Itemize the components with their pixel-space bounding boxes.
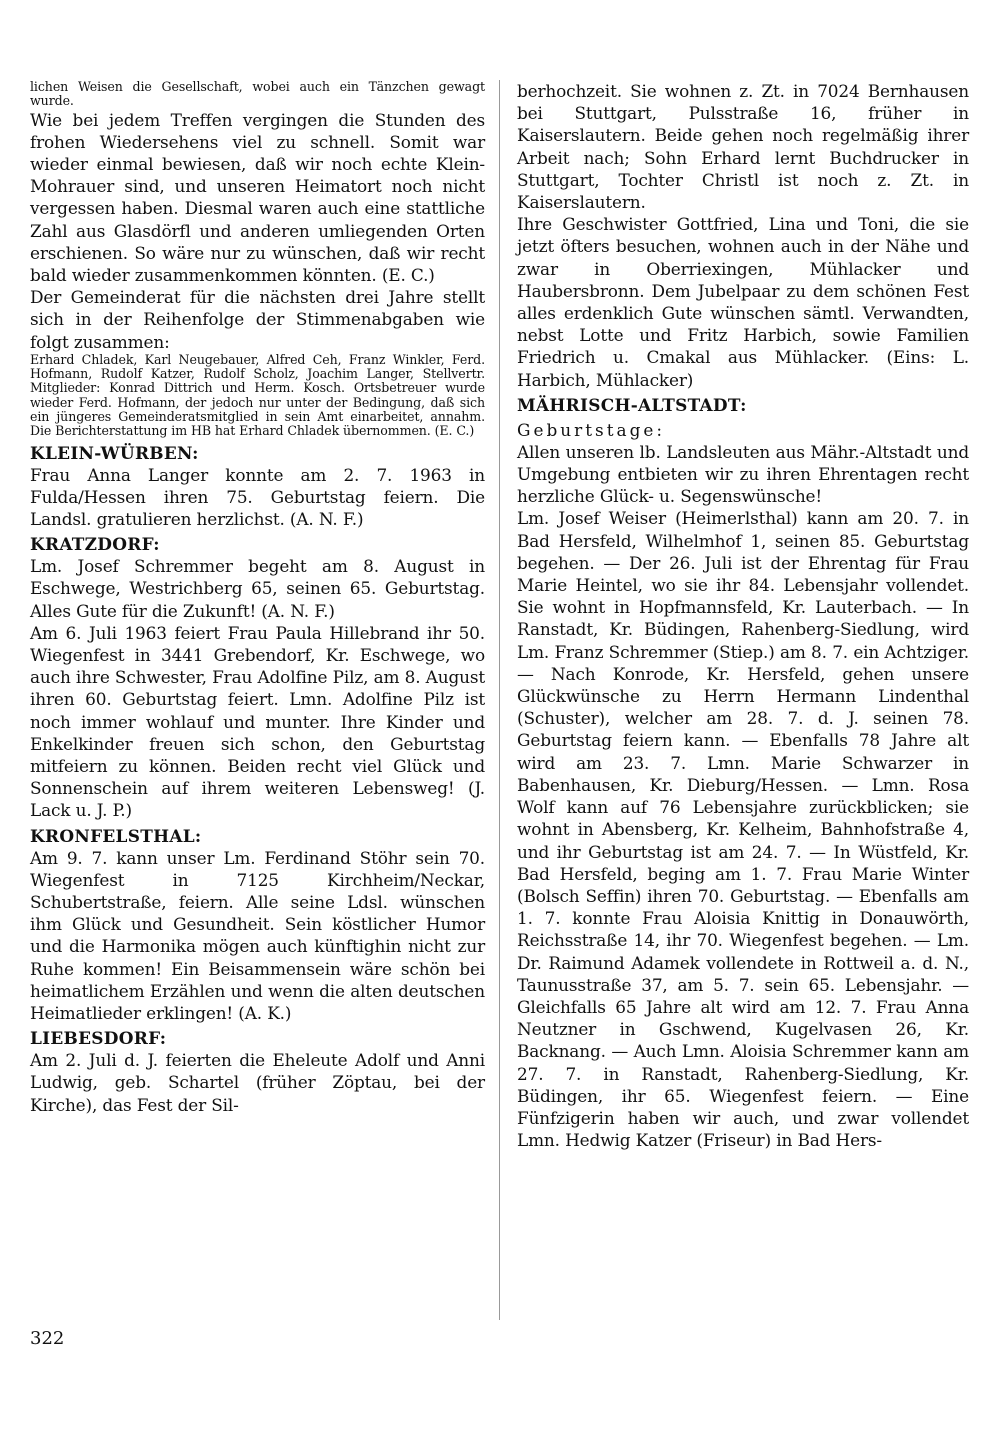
paragraph-kratzdorf-2: Am 6. Juli 1963 feiert Frau Paula Hillebrand ihr 50. Wiegenfest in 3441 Grebendorf, Kr. Eschwege, wo auch ihre Schwester, Frau Adolfine Pilz, am 8. August ihren 60. Geburtstag feiert. Lmn. Adolfine Pilz ist noch immer wohlauf und munter. Ihre Kinder und Enkelkinder freuen sich schon, den Geburtstag mitfeiern zu können. Beiden recht viel Glück und Sonnenschein auf ihrem weiteren Lebensweg! (J. Lack u. J. P.)	[30, 622, 485, 821]
paragraph-silver-wedding: berhochzeit. Sie wohnen z. Zt. in 7024 Bernhausen bei Stuttgart, Pulsstraße 16, früher in Kaiserslautern. Beide gehen noch regelmäßig ihrer Arbeit nach; Sohn Erhard lernt Buchdrucker in Stuttgart, Tochter Christl ist noch z. Zt. in Kaiserslautern.	[517, 81, 969, 213]
paragraph-birthday-list: Lm. Josef Weiser (Heimerlsthal) kann am 20. 7. in Bad Hersfeld, Wilhelmhof 1, seinen 85. Geburtstag begehen. — Der 26. Juli ist der Ehrentag für Frau Marie Heintel, wo sie ihr 84. Lebensjahr vollendet. Sie wohnt in Hopfmannsfeld, Kr. Lauterbach. — In Ranstadt, Kr. Büdingen, Rahenberg-Siedlung, wird Lm. Franz Schremmer (Stiep.) am 8. 7. ein Achtziger. — Nach Konrode, Kr. Hersfeld, gehen unsere Glückwünsche zu Herrn Hermann Lindenthal (Schuster), welcher am 28. 7. d. J. seinen 78. Geburtstag feiern kann. — Ebenfalls 78 Jahre alt wird am 23. 7. Lmn. Marie Schwarzer in Babenhausen, Kr. Dieburg/Hessen. — Lmn. Rosa Wolf kann auf 76 Lebensjahre zurückblicken; sie wohnt in Abensberg, Kr. Kelheim, Bahnhofstraße 4, und ihr Geburtstag ist am 24. 7. — In Wüstfeld, Kr. Bad Hersfeld, beging am 1. 7. Frau Marie Winter (Bolsch Seffin) ihren 70. Geburtstag. — Ebenfalls am 1. 7. konnte Frau Aloisia Knittig in Donauwörth, Reichsstraße 14, ihr 70. Wiegenfest begehen. — Lm. Dr. Raimund Adamek vollendete in Rottweil a. d. N., Taunusstraße 37, am 5. 7. sein 65. Lebensjahr. — Gleichfalls 65 Jahre alt wird am 12. 7. Frau Anna Neutzner in Gschwend, Kugelvasen 26, Kr. Backnang. — Auch Lmn. Aloisia Schremmer kann am 27. 7. in Ranstadt, Rahenberg-Siedlung, Kr. Büdingen, ihr 65. Wiegenfest feiern. — Eine Fünfzigerin haben wir auch, und zwar vollendet Lmn. Hedwig Katzer (Friseur) in Bad Hers-	[517, 508, 969, 1151]
paragraph-kronfelsthal: Am 9. 7. kann unser Lm. Ferdinand Stöhr sein 70. Wiegenfest in 7125 Kirchheim/Neckar, Schubertstraße, feiern. Alle seine Ldsl. wünschen ihm Glück und Gesundheit. Sein köstlicher Humor und die Harmonika mögen auch künftighin nicht zur Ruhe kommen! Ein Beisammensein wäre schön bei heimatlichem Erzählen und wenn die alten deutschen Heimatlieder erklingen! (A. K.)	[30, 847, 485, 1024]
paragraph-continued: lichen Weisen die Gesellschaft, wobei auch ein Tänzchen gewagt wurde.	[30, 79, 485, 109]
paragraph-greetings: Allen unseren lb. Landsleuten aus Mähr.-Altstadt und Umgebung entbieten wir zu ihren Ehrentagen recht herzliche Glück- u. Segenswünsche!	[517, 441, 969, 507]
paragraph-council-members: Erhard Chladek, Karl Neugebauer, Alfred Ceh, Franz Winkler, Ferd. Hofmann, Rudolf Katzer, Rudolf Scholz, Joachim Langer, Stellvertr. Mitglieder: Konrad Dittrich und Herm. Kosch. Ortsbetreuer wurde wieder Ferd. Hofmann, der jedoch nur unter der Bedingung, daß sich ein jüngeres Gemeinderatsmitglied in sein Amt einarbeitet, annahm. Die Berichterstattung im HB hat Erhard Chladek übernommen. (E. C.)	[30, 351, 485, 439]
page-number: 322	[30, 1328, 65, 1349]
paragraph-meeting-report: Wie bei jedem Treffen vergingen die Stunden des frohen Wiedersehens viel zu schnell. Somit war wieder einmal bewiesen, daß wir noch echte Klein-Mohrauer sind, und unseren Heimatort noch nicht vergessen haben. Diesmal waren auch eine stattliche Zahl aus Glasdörfl und anderen umliegenden Orten erschienen. So wäre nur zu wünschen, daß wir recht bald wieder zusammenkommen könnten. (E. C.)	[30, 109, 485, 286]
section-heading-kronfelsthal: KRONFELSTHAL:	[30, 825, 202, 846]
column-divider	[499, 80, 500, 1320]
paragraph-kratzdorf-1: Lm. Josef Schremmer begeht am 8. August in Eschwege, Westrichberg 65, seinen 65. Geburtstag. Alles Gute für die Zukunft! (A. N. F.)	[30, 556, 485, 621]
paragraph-siblings: Ihre Geschwister Gottfried, Lina und Toni, die sie jetzt öfters besuchen, wohnen auch in der Nähe und zwar in Oberriexingen, Mühlacker und Haubersbronn. Dem Jubelpaar zu dem schönen Fest alles erdenklich Gute wünschen sämtl. Verwandten, nebst Lotte und Fritz Harbich, sowie Familien Friedrich u. Cmakal aus Mühlacker. (Eins: L. Harbich, Mühlacker)	[517, 214, 969, 390]
paragraph-liebesdorf: Am 2. Juli d. J. feierten die Eheleute Adolf und Anni Ludwig, geb. Schartel (früher Zöptau, bei der Kirche), das Fest der Sil-	[30, 1050, 485, 1115]
section-heading-liebesdorf: LIEBESDORF:	[30, 1028, 167, 1049]
section-heading-maehrisch-altstadt: MÄHRISCH-ALTSTADT:	[517, 394, 747, 415]
section-heading-kratzdorf: KRATZDORF:	[30, 534, 160, 555]
section-heading-klein-wuerben: KLEIN-WÜRBEN:	[30, 442, 199, 463]
subheading-birthdays: Geburtstage:	[517, 419, 666, 440]
paragraph-council-intro: Der Gemeinderat für die nächsten drei Jahre stellt sich in der Reihenfolge der Stimmenabgaben wie folgt zusammen:	[30, 287, 485, 352]
right-column	[517, 80, 969, 1151]
left-column	[30, 80, 485, 1116]
paragraph-klein-wuerben: Frau Anna Langer konnte am 2. 7. 1963 in Fulda/Hessen ihren 75. Geburtstag feiern. Die Landsl. gratulieren herzlichst. (A. N. F.)	[30, 464, 485, 530]
